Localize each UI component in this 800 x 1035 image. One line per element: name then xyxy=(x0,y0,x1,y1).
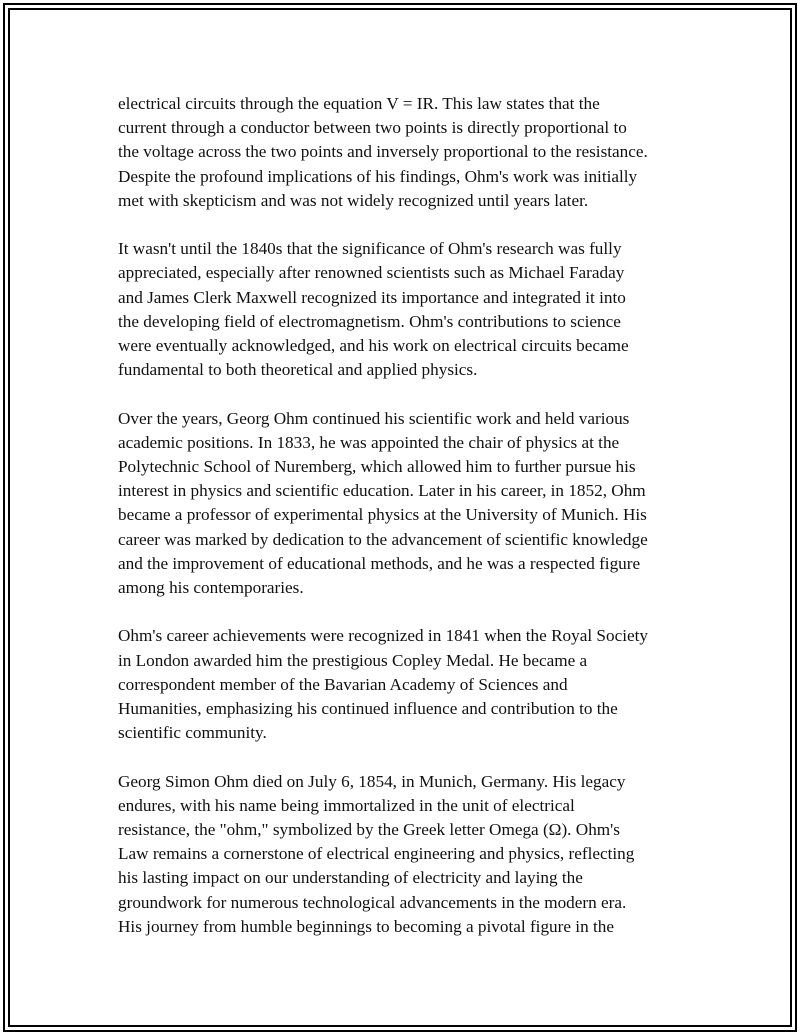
text-line: Over the years, Georg Ohm continued his scientific work and held various xyxy=(118,408,630,428)
text-line: met with skepticism and was not widely recognized until years later. xyxy=(118,190,589,210)
text-line: Georg Simon Ohm died on July 6, 1854, in Munich, Germany. His legacy xyxy=(118,771,626,791)
text-line: were eventually acknowledged, and his work on electrical circuits became xyxy=(118,336,629,356)
text-line: career was marked by dedication to the advancement of scientific knowledge xyxy=(118,529,648,549)
text-line: It wasn't until the 1840s that the significance of Ohm's research was fully xyxy=(118,239,622,259)
text-line: His journey from humble beginnings to becoming a pivotal figure in the xyxy=(118,916,614,936)
text-line: among his contemporaries. xyxy=(118,578,304,598)
text-line: Humanities, emphasizing his continued influence and contribution to the xyxy=(118,699,618,719)
text-line: appreciated, especially after renowned scientists such as Michael Faraday xyxy=(118,263,625,283)
text-line: correspondent member of the Bavarian Academy of Sciences and xyxy=(118,674,568,694)
document-body xyxy=(118,92,693,963)
paragraph-4 xyxy=(118,624,693,745)
text-line: current through a conductor between two points is directly proportional to xyxy=(118,118,627,138)
text-line: became a professor of experimental physics at the University of Munich. His xyxy=(118,505,647,525)
text-line: endures, with his name being immortalized in the unit of electrical xyxy=(118,795,575,815)
text-line: and the improvement of educational methods, and he was a respected figure xyxy=(118,553,641,573)
text-line: Ohm's career achievements were recognized in 1841 when the Royal Society xyxy=(118,626,648,646)
paragraph-1 xyxy=(118,92,693,213)
text-line: the developing field of electromagnetism. Ohm's contributions to science xyxy=(118,311,621,331)
text-line: fundamental to both theoretical and applied physics. xyxy=(118,360,478,380)
text-line: in London awarded him the prestigious Copley Medal. He became a xyxy=(118,650,588,670)
text-line: the voltage across the two points and inversely proportional to the resistance. xyxy=(118,142,648,162)
paragraph-2 xyxy=(118,237,693,382)
text-line: and James Clerk Maxwell recognized its importance and integrated it into xyxy=(118,287,626,307)
paragraph-5 xyxy=(118,770,693,939)
text-line: scientific community. xyxy=(118,723,267,743)
paragraph-3 xyxy=(118,407,693,601)
text-line: interest in physics and scientific education. Later in his career, in 1852, Ohm xyxy=(118,481,646,501)
text-line: resistance, the "ohm," symbolized by the Greek letter Omega (Ω). Ohm's xyxy=(118,820,620,840)
text-line: Despite the profound implications of his findings, Ohm's work was initially xyxy=(118,166,638,186)
text-line: Law remains a cornerstone of electrical engineering and physics, reflecting xyxy=(118,844,635,864)
text-line: groundwork for numerous technological advancements in the modern era. xyxy=(118,892,627,912)
text-line: Polytechnic School of Nuremberg, which allowed him to further pursue his xyxy=(118,457,636,477)
text-line: electrical circuits through the equation V = IR. This law states that the xyxy=(118,94,600,113)
text-line: his lasting impact on our understanding of electricity and laying the xyxy=(118,868,583,888)
text-line: academic positions. In 1833, he was appointed the chair of physics at the xyxy=(118,432,620,452)
